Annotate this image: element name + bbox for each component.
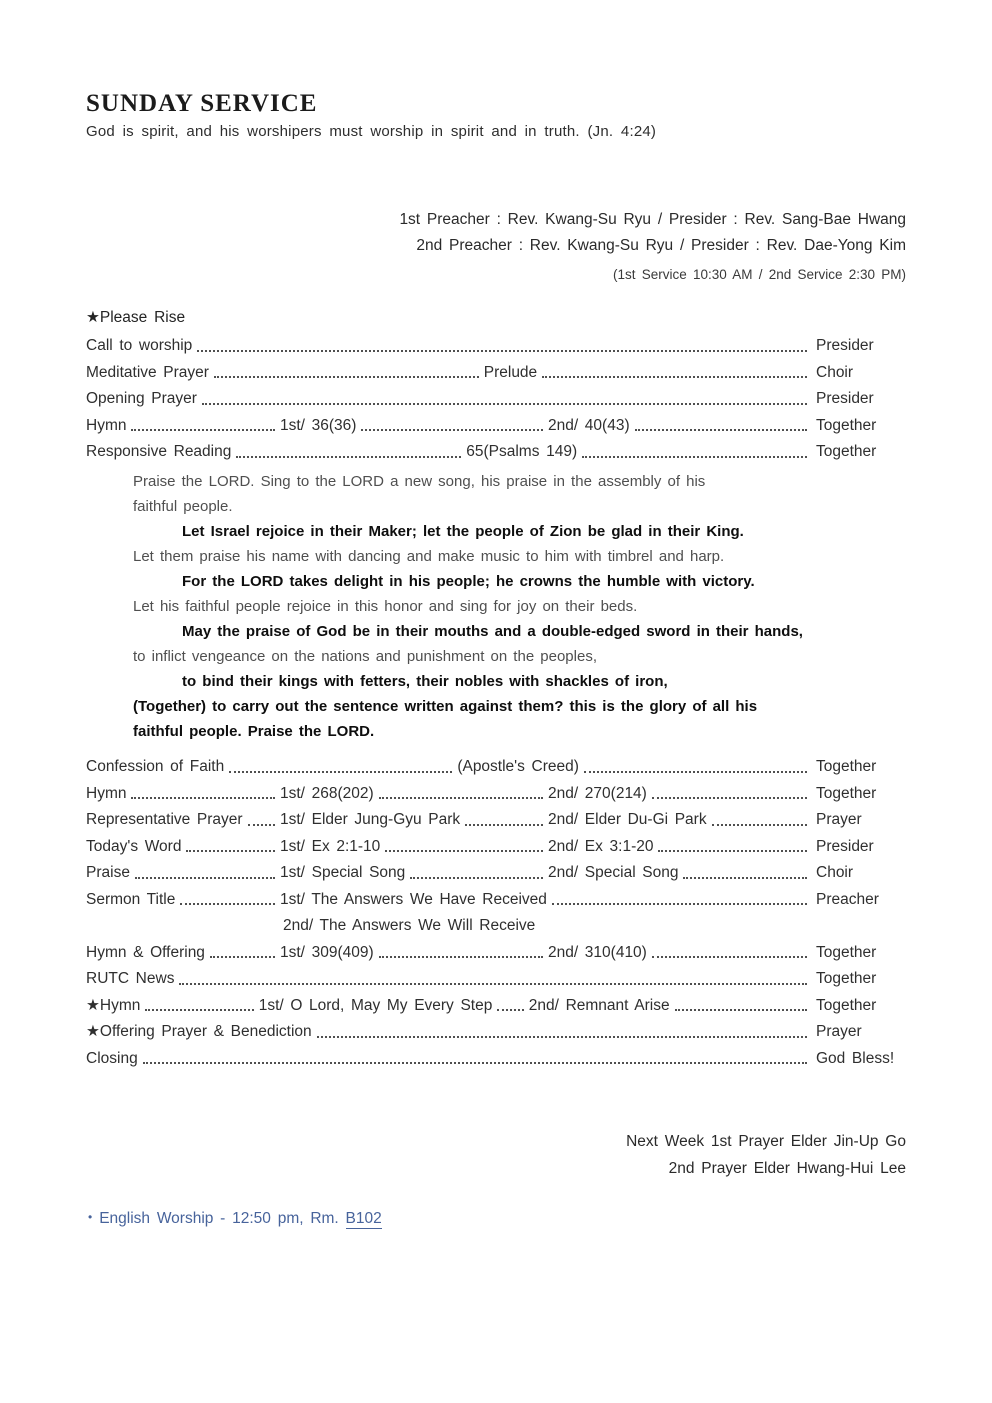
order-row-todays-word [86, 834, 906, 861]
reading-line: faithful people. Praise the LORD. [133, 723, 375, 740]
row-role: Presider [816, 837, 874, 855]
row-label: Confession of Faith [86, 758, 225, 775]
next-week-block [626, 1128, 906, 1182]
dot-leader [542, 376, 807, 378]
order-of-worship-bottom [86, 754, 906, 1072]
order-row-rutc-news [86, 966, 906, 993]
dot-leader [197, 350, 807, 352]
row-role: Together [816, 996, 877, 1014]
row-mid: Prelude [483, 363, 538, 381]
row-role: Choir [816, 363, 854, 381]
label-cell [86, 413, 280, 440]
row-role: God Bless! [816, 1049, 895, 1067]
order-row-hymn-1 [86, 413, 906, 440]
row-role: Choir [816, 864, 854, 881]
dot-leader [379, 797, 543, 799]
reading-line: May the praise of God be in their mouths and a double-edged sword in their hands, [182, 623, 803, 640]
order-of-worship-top [86, 333, 906, 466]
row-second: 2nd/ Ex 3:1-20 [548, 837, 654, 855]
order-row-offering-prayer-benediction [86, 1019, 906, 1046]
dot-leader [465, 824, 543, 826]
dot-leader [202, 403, 807, 405]
dot-leader [675, 1009, 807, 1011]
row-label: Hymn [86, 784, 127, 802]
dot-leader [143, 1062, 807, 1064]
reading-line: (Together) to carry out the sentence written against them? this is the glory of all his [133, 698, 758, 715]
preacher-block [399, 207, 906, 288]
label-cell [86, 887, 280, 914]
row-role: Together [816, 970, 877, 987]
responsive-reading-text [133, 469, 903, 744]
row-label: Sermon Title [86, 890, 176, 908]
row-second: 2nd/ The Answers We Will Receive [283, 917, 536, 934]
row-mid: 65(Psalms 149) [466, 443, 578, 460]
first-service-cell [280, 834, 548, 861]
bullet-icon: • [88, 1210, 93, 1224]
row-role: Presider [816, 390, 874, 407]
dot-leader [236, 456, 461, 458]
dot-leader [180, 903, 275, 905]
row-role: Preacher [816, 890, 879, 908]
label-cell [86, 807, 280, 834]
row-second: 2nd/ 40(43) [548, 416, 630, 434]
row-first: 1st/ 268(202) [280, 784, 374, 802]
dot-leader [652, 797, 807, 799]
next-week-line-1: Next Week 1st Prayer Elder Jin-Up Go [626, 1133, 906, 1150]
dot-leader [712, 824, 807, 826]
first-service-cell [280, 807, 548, 834]
row-label: Closing [86, 1049, 138, 1067]
row-label: Responsive Reading [86, 443, 232, 460]
row-role: Together [816, 943, 877, 961]
reading-line: Let his faithful people rejoice in this honor and sing for joy on their beds. [133, 598, 638, 615]
next-week-line-2: 2nd Prayer Elder Hwang-Hui Lee [668, 1160, 906, 1177]
row-role: Together [816, 784, 877, 802]
row-first: 1st/ O Lord, May My Every Step [258, 996, 493, 1014]
row-role: Together [816, 758, 877, 775]
dot-leader [410, 877, 543, 879]
row-label: Call to worship [86, 337, 193, 354]
dot-leader [582, 456, 807, 458]
reading-line: Praise the LORD. Sing to the LORD a new song, his praise in the assembly of his [133, 473, 706, 490]
order-row-closing [86, 1046, 906, 1073]
scripture-subtitle: God is spirit, and his worshipers must worship in spirit and in truth. (Jn. 4:24) [86, 123, 657, 140]
order-row-hymn-offering [86, 940, 906, 967]
label-cell [86, 940, 280, 967]
dot-leader [145, 1009, 253, 1011]
dot-leader [210, 956, 275, 958]
dot-leader [179, 983, 807, 985]
order-row-responsive-reading [86, 439, 906, 466]
row-first: 1st/ 36(36) [280, 416, 357, 434]
row-label: ★Hymn [86, 996, 141, 1014]
reading-line: For the LORD takes delight in his people; he crowns the humble with victory. [182, 573, 755, 590]
row-role: Together [816, 443, 877, 460]
dot-leader [135, 877, 275, 879]
row-label: Meditative Prayer [86, 363, 209, 381]
reading-line: faithful people. [133, 498, 233, 515]
label-cell [86, 860, 280, 887]
dot-leader [658, 850, 807, 852]
row-second: 2nd/ Remnant Arise [528, 996, 670, 1014]
row-role: Prayer [816, 1023, 862, 1040]
dot-leader [385, 850, 543, 852]
dot-leader [131, 797, 275, 799]
order-row-hymn-2 [86, 781, 906, 808]
preacher-line-2: 2nd Preacher : Rev. Kwang-Su Ryu / Presider : Rev. Dae-Yong Kim [416, 237, 906, 254]
order-row-confession [86, 754, 906, 781]
dot-leader [248, 824, 275, 826]
reading-line: Let them praise his name with dancing and make music to him with timbrel and harp. [133, 548, 725, 565]
row-second: 2nd/ 270(214) [548, 784, 647, 802]
order-row-closing-hymn [86, 993, 906, 1020]
row-first: 1st/ Elder Jung-Gyu Park [280, 811, 461, 828]
dot-leader [584, 771, 807, 773]
room-link[interactable]: B102 [345, 1210, 382, 1227]
please-rise-note: ★Please Rise [86, 309, 186, 326]
order-row-meditative-prayer [86, 360, 906, 387]
row-mid: (Apostle's Creed) [457, 758, 579, 775]
english-worship-note [88, 1210, 382, 1228]
row-first: 1st/ The Answers We Have Received [280, 890, 547, 908]
order-row-representative-prayer [86, 807, 906, 834]
service-times: (1st Service 10:30 AM / 2nd Service 2:30 PM) [613, 267, 906, 282]
dot-leader [652, 956, 807, 958]
dot-leader [635, 429, 807, 431]
order-row-sermon-title-line2 [86, 913, 906, 940]
row-label: Hymn & Offering [86, 943, 205, 961]
row-label: Hymn [86, 416, 127, 434]
row-role: Together [816, 416, 877, 434]
first-service-cell [280, 860, 548, 887]
row-label: Praise [86, 864, 130, 881]
reading-line: Let Israel rejoice in their Maker; let the people of Zion be glad in their King. [182, 523, 744, 540]
order-row-praise [86, 860, 906, 887]
row-label: Today's Word [86, 837, 182, 855]
row-label: RUTC News [86, 970, 175, 987]
row-first: 1st/ Special Song [280, 864, 406, 881]
first-service-cell [280, 940, 548, 967]
dot-leader [683, 877, 807, 879]
row-label: Opening Prayer [86, 390, 197, 407]
reading-line: to bind their kings with fetters, their nobles with shackles of iron, [182, 673, 668, 690]
english-worship-text: English Worship - 12:50 pm, Rm. [99, 1210, 339, 1227]
dot-leader [229, 771, 452, 773]
first-service-cell [280, 781, 548, 808]
dot-leader [379, 956, 543, 958]
label-cell [86, 834, 280, 861]
label-cell [86, 781, 280, 808]
reading-line: to inflict vengeance on the nations and punishment on the peoples, [133, 648, 597, 665]
order-row-sermon-title [86, 887, 906, 914]
row-second: 2nd/ Elder Du-Gi Park [548, 811, 707, 828]
dot-leader [552, 903, 807, 905]
row-first: 1st/ Ex 2:1-10 [280, 837, 381, 855]
first-service-cell [280, 413, 548, 440]
dot-leader [214, 376, 479, 378]
dot-leader [361, 429, 543, 431]
page-title: SUNDAY SERVICE [86, 90, 318, 117]
row-role: Prayer [816, 811, 862, 828]
row-second: 2nd/ 310(410) [548, 943, 647, 961]
row-second: 2nd/ Special Song [548, 864, 679, 881]
order-row-call-to-worship [86, 333, 906, 360]
dot-leader [497, 1009, 523, 1011]
order-row-opening-prayer [86, 386, 906, 413]
row-label: ★Offering Prayer & Benediction [86, 1023, 312, 1040]
row-first: 1st/ 309(409) [280, 943, 374, 961]
row-role: Presider [816, 337, 874, 354]
preacher-line-1: 1st Preacher : Rev. Kwang-Su Ryu / Presider : Rev. Sang-Bae Hwang [399, 211, 906, 228]
dot-leader [131, 429, 275, 431]
row-label: Representative Prayer [86, 811, 243, 828]
dot-leader [186, 850, 275, 852]
dot-leader [317, 1036, 807, 1038]
